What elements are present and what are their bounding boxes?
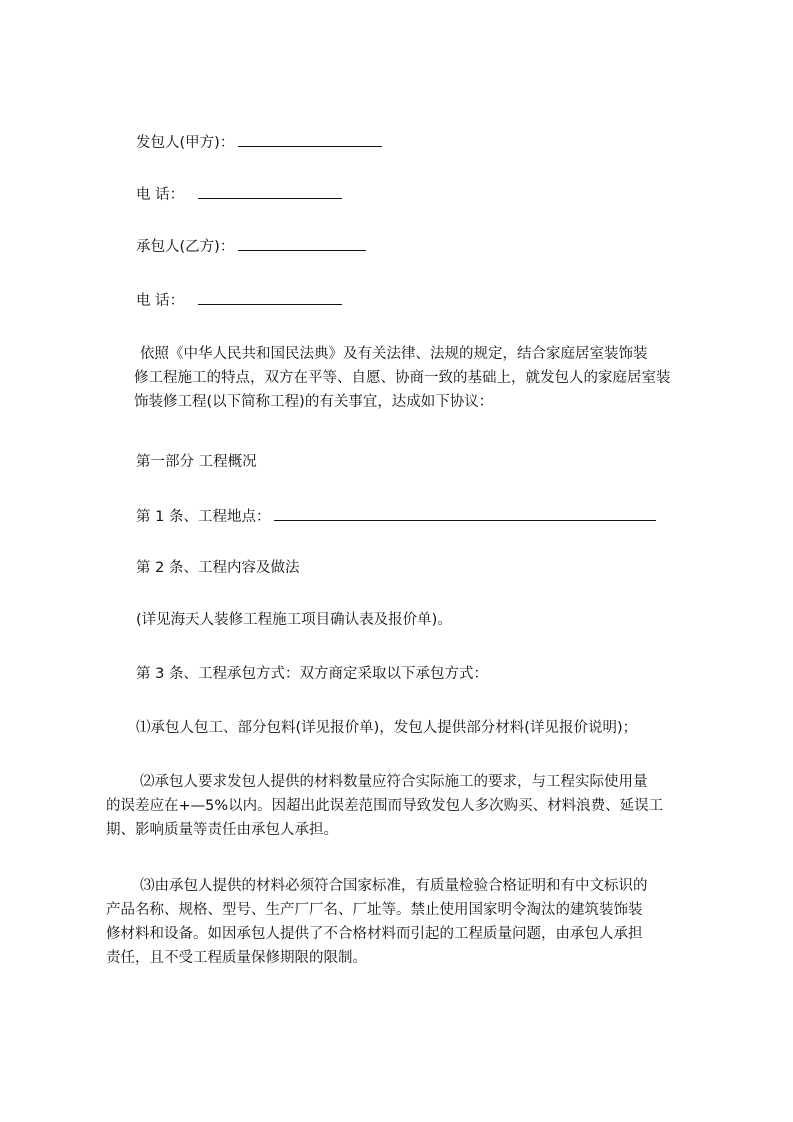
item3-paragraph	[106, 874, 696, 970]
article1-label: 第 1 条、工程地点：	[136, 509, 271, 525]
article2-title: 第 2 条、工程内容及做法	[136, 560, 300, 576]
preamble-line: 修工程施工的特点，双方在平等、自愿、协商一致的基础上，就发包人的家庭居室装	[134, 370, 671, 386]
preamble-line: 依照《中华人民共和国民法典》及有关法律、法规的规定，结合家庭居室装饰装	[140, 346, 648, 362]
item2-paragraph	[106, 770, 696, 842]
phone-a-field	[136, 184, 342, 205]
party-a-label: 发包人(甲方)：	[136, 135, 235, 151]
item2-line: 期、影响质量等责任由承包人承担。	[106, 822, 338, 838]
item3-line: 修材料和设备。如因承包人提供了不合格材料而引起的工程质量问题，由承包人承担	[106, 926, 643, 942]
phone-b-label: 电 话：	[136, 293, 185, 309]
preamble-line: 饰装修工程(以下简称工程)的有关事宜，达成如下协议：	[134, 394, 494, 410]
party-b-label: 承包人(乙方)：	[136, 239, 235, 255]
phone-b-blank[interactable]	[198, 290, 342, 305]
party-b-field	[136, 236, 366, 257]
item3-line: 责任，且不受工程质量保修期限的限制。	[106, 950, 367, 966]
item2-line: 的误差应在+—5%以内。因超出此误差范围而导致发包人多次购买、材料浪费、延误工	[106, 798, 664, 814]
article1-blank[interactable]	[274, 506, 656, 521]
article3-title: 第 3 条、工程承包方式：双方商定采取以下承包方式：	[136, 666, 488, 682]
preamble-paragraph	[106, 342, 696, 414]
item3-line: 产品名称、规格、型号、生产厂厂名、厂址等。禁止使用国家明令淘汰的建筑装饰装	[106, 902, 643, 918]
item3-line: ⑶由承包人提供的材料必须符合国家标准，有质量检验合格证明和有中文标识的	[140, 878, 648, 894]
phone-b-field	[136, 290, 342, 311]
item1-text: ⑴承包人包工、部分包料(详见报价单)，发包人提供部分材料(详见报价说明)；	[136, 720, 638, 736]
party-a-field	[136, 132, 382, 153]
item2-line: ⑵承包人要求发包人提供的材料数量应符合实际施工的要求，与工程实际使用量	[140, 774, 648, 790]
section1-title: 第一部分 工程概况	[136, 454, 257, 470]
article2-note: (详见海天人装修工程施工项目确认表及报价单)。	[136, 612, 452, 628]
article1-field	[136, 506, 656, 527]
phone-a-blank[interactable]	[198, 184, 342, 199]
party-a-blank[interactable]	[238, 132, 382, 147]
party-b-blank[interactable]	[238, 236, 366, 251]
phone-a-label: 电 话：	[136, 187, 185, 203]
